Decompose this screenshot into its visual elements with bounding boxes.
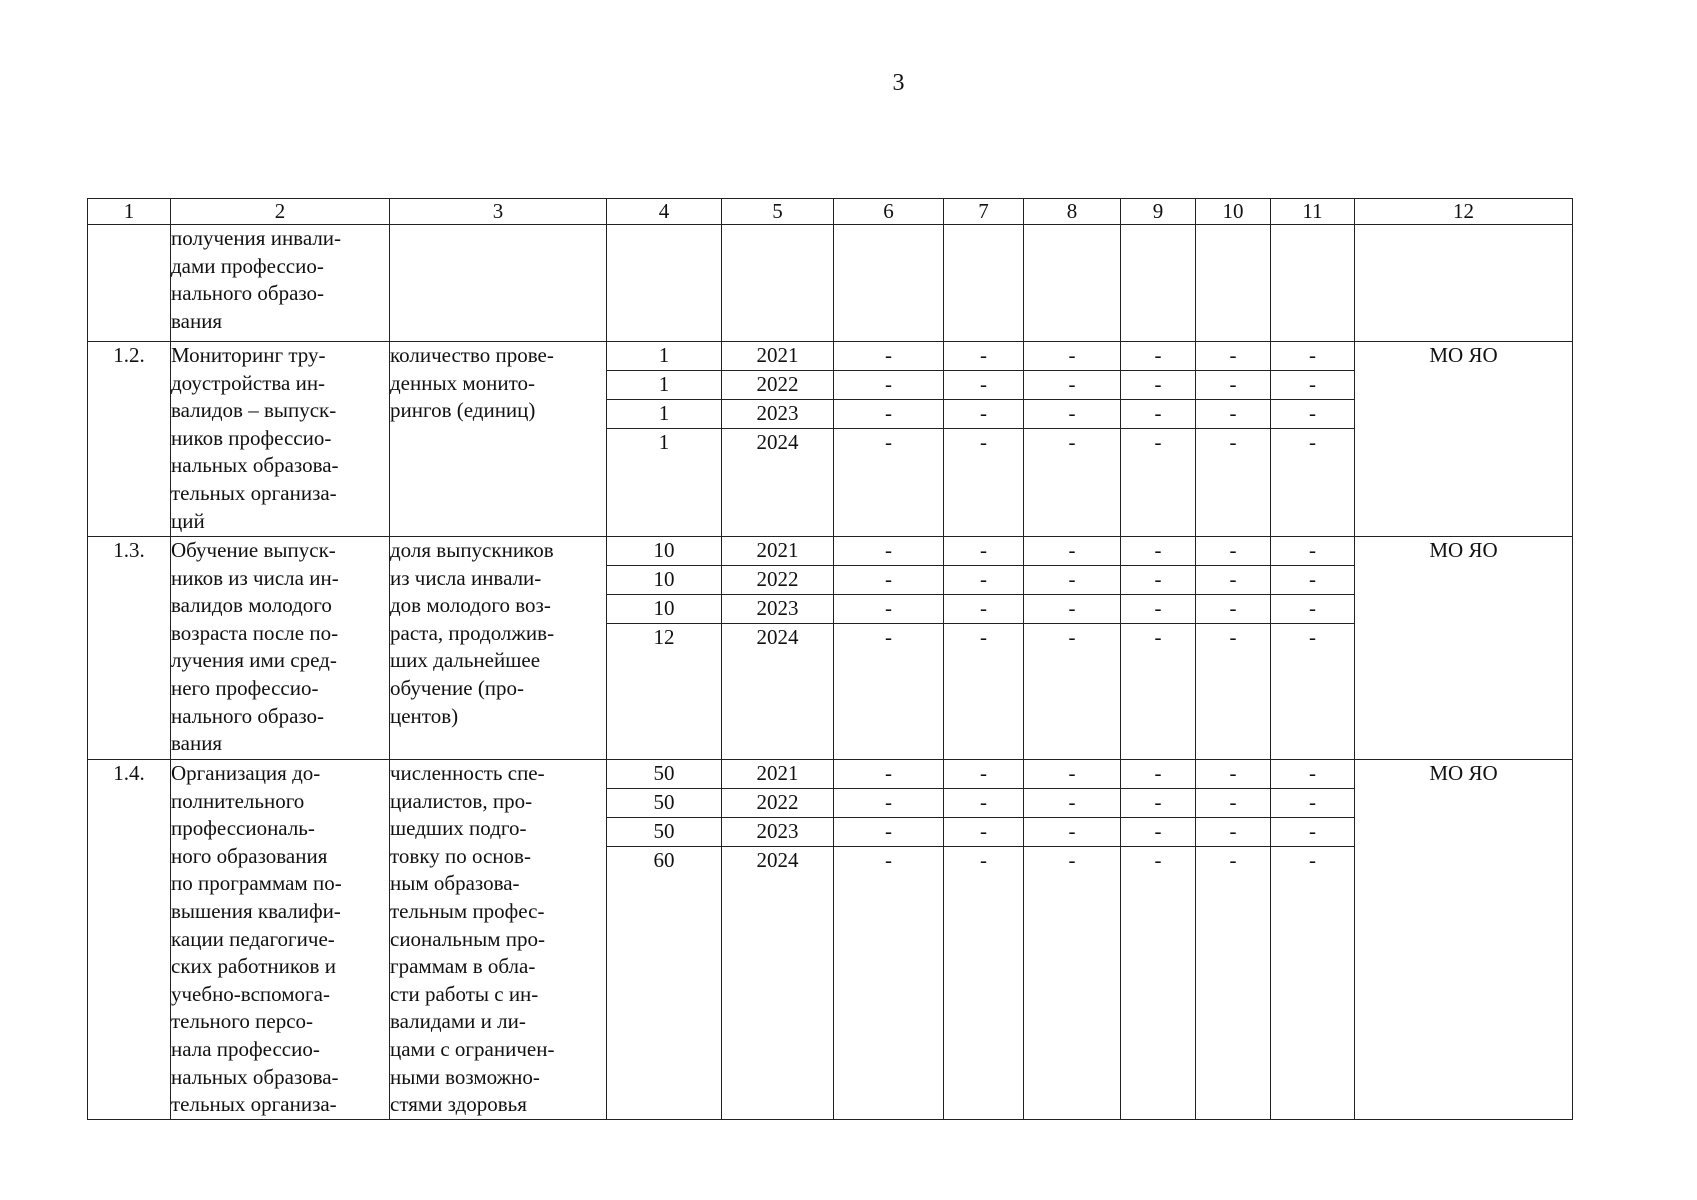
sub-row [834, 400, 943, 429]
responsible-org: МО ЯО [1355, 760, 1573, 1120]
col9-value: - [1121, 537, 1195, 566]
sub-row [1121, 760, 1195, 789]
col9-value-column-cell [1121, 342, 1196, 537]
sub-row [1271, 400, 1354, 429]
col6-value: - [885, 848, 892, 872]
sub-row [1196, 342, 1270, 371]
col11-value: - [1309, 848, 1316, 872]
sub-row [944, 818, 1023, 847]
sub-row [607, 429, 721, 458]
col11-value-list [1271, 760, 1354, 875]
year: 2021 [722, 342, 833, 371]
col10-value: - [1196, 537, 1270, 566]
col7-value: - [980, 430, 987, 454]
target-value: 1 [607, 371, 721, 400]
col10-value-column-cell [1196, 760, 1271, 1120]
col10-value: - [1196, 371, 1270, 400]
col9-value: - [1154, 848, 1162, 872]
col6-value-column-cell [834, 760, 944, 1120]
col8-value: - [1068, 430, 1076, 454]
continuation-num-cell [88, 225, 171, 342]
sub-row [1024, 371, 1120, 400]
col6-value: - [834, 789, 943, 818]
year-column-cell [722, 342, 834, 537]
col7-value: - [944, 342, 1023, 371]
col9-value: - [1121, 342, 1195, 371]
col10-value-list [1196, 760, 1270, 875]
sub-row [1121, 818, 1195, 847]
year: 2024 [756, 430, 799, 454]
sub-row [1196, 760, 1270, 789]
sub-row [722, 342, 833, 371]
header-col-10: 10 [1196, 199, 1271, 225]
continuation-activity: получения инвали- дами профессио- нального образо- вания [171, 225, 390, 342]
sub-row [1196, 595, 1270, 624]
col11-value: - [1271, 760, 1354, 789]
target-value: 1 [607, 342, 721, 371]
col7-value-list [944, 537, 1023, 652]
col11-value: - [1271, 342, 1354, 371]
sub-row [944, 566, 1023, 595]
empty-cell [607, 225, 722, 342]
sub-row [834, 760, 943, 789]
sub-row [944, 789, 1023, 818]
sub-row [607, 400, 721, 429]
sub-row [944, 595, 1023, 624]
col10-value: - [1196, 760, 1270, 789]
col9-value: - [1121, 760, 1195, 789]
sub-row [607, 342, 721, 371]
sub-row [1271, 847, 1354, 876]
col9-value-list [1121, 342, 1195, 457]
col7-value: - [944, 595, 1023, 624]
col8-value-column-cell [1024, 760, 1121, 1120]
target-value-list [607, 537, 721, 652]
col9-value: - [1121, 371, 1195, 400]
col6-value: - [885, 430, 892, 454]
sub-row [1121, 847, 1195, 876]
target-value: 60 [653, 848, 675, 872]
empty-cell [1121, 225, 1196, 342]
col9-value: - [1154, 430, 1162, 454]
col10-value-column-cell [1196, 342, 1271, 537]
sub-row [944, 537, 1023, 566]
sub-row [944, 429, 1023, 458]
year-column-cell [722, 537, 834, 760]
col6-value: - [834, 595, 943, 624]
sub-row [944, 847, 1023, 876]
header-col-2: 2 [171, 199, 390, 225]
sub-row [1024, 429, 1120, 458]
sub-row [1271, 818, 1354, 847]
sub-row [1271, 789, 1354, 818]
year: 2024 [756, 625, 799, 649]
sub-row [1271, 624, 1354, 653]
sub-row [1196, 566, 1270, 595]
sub-row [1196, 371, 1270, 400]
target-value: 10 [607, 595, 721, 624]
empty-cell [722, 225, 834, 342]
col9-value: - [1121, 566, 1195, 595]
sub-row [607, 537, 721, 566]
header-row [88, 199, 1573, 225]
sub-row [722, 847, 833, 876]
table-row [88, 760, 1573, 1120]
header-col-5: 5 [722, 199, 834, 225]
sub-row [722, 760, 833, 789]
col8-value: - [1024, 760, 1120, 789]
col6-value: - [834, 400, 943, 429]
sub-row [944, 400, 1023, 429]
header-col-4: 4 [607, 199, 722, 225]
sub-row [1121, 429, 1195, 458]
sub-row [1121, 789, 1195, 818]
year-column-cell [722, 760, 834, 1120]
sub-row [1121, 624, 1195, 653]
col6-value-list [834, 760, 943, 875]
row-number: 1.3. [88, 537, 171, 760]
sub-row [722, 789, 833, 818]
sub-row [607, 760, 721, 789]
header-col-12: 12 [1355, 199, 1573, 225]
col6-value: - [885, 625, 892, 649]
col9-value-column-cell [1121, 760, 1196, 1120]
table-row [88, 537, 1573, 760]
col8-value: - [1068, 848, 1076, 872]
col7-value: - [980, 625, 987, 649]
col9-value: - [1121, 595, 1195, 624]
header-col-9: 9 [1121, 199, 1196, 225]
sub-row [1271, 566, 1354, 595]
sub-row [1271, 595, 1354, 624]
col11-value: - [1271, 566, 1354, 595]
sub-row [1024, 760, 1120, 789]
col8-value: - [1024, 342, 1120, 371]
col11-value-column-cell [1271, 760, 1355, 1120]
col7-value: - [944, 818, 1023, 847]
col7-value-column-cell [944, 537, 1024, 760]
col8-value: - [1024, 371, 1120, 400]
sub-row [1196, 789, 1270, 818]
col8-value-list [1024, 342, 1120, 457]
target-value: 50 [607, 760, 721, 789]
col10-value: - [1196, 789, 1270, 818]
sub-row [834, 595, 943, 624]
sub-row [1196, 818, 1270, 847]
col9-value: - [1121, 818, 1195, 847]
col10-value: - [1229, 625, 1237, 649]
year-list [722, 760, 833, 875]
col11-value-list [1271, 537, 1354, 652]
col10-value: - [1196, 342, 1270, 371]
year: 2022 [722, 789, 833, 818]
indicator-text: доля выпускников из числа инвали- дов молодого воз- раста, продолжив- ших дальнейшее обучение (про- центов) [390, 537, 607, 760]
col10-value: - [1196, 818, 1270, 847]
sub-row [722, 429, 833, 458]
year: 2023 [722, 595, 833, 624]
target-value: 1 [658, 430, 670, 454]
header-col-8: 8 [1024, 199, 1121, 225]
col11-value: - [1271, 789, 1354, 818]
year: 2022 [722, 371, 833, 400]
target-value-column-cell [607, 342, 722, 537]
sub-row [607, 371, 721, 400]
col6-value-column-cell [834, 537, 944, 760]
col6-value: - [834, 537, 943, 566]
col11-value: - [1271, 595, 1354, 624]
sub-row [1121, 400, 1195, 429]
sub-row [1121, 342, 1195, 371]
col11-value-list [1271, 342, 1354, 457]
sub-row [607, 818, 721, 847]
page-number: 3 [892, 70, 905, 96]
sub-row [834, 537, 943, 566]
sub-row [1024, 818, 1120, 847]
header-col-7: 7 [944, 199, 1024, 225]
col7-value: - [944, 566, 1023, 595]
sub-row [722, 595, 833, 624]
program-table [87, 198, 1573, 1120]
col8-value-list [1024, 760, 1120, 875]
col8-value: - [1024, 789, 1120, 818]
sub-row [1121, 595, 1195, 624]
sub-row [834, 789, 943, 818]
sub-row [1121, 566, 1195, 595]
sub-row [834, 818, 943, 847]
col9-value: - [1154, 625, 1162, 649]
sub-row [1196, 847, 1270, 876]
col6-value: - [834, 342, 943, 371]
col7-value-column-cell [944, 342, 1024, 537]
year: 2023 [722, 818, 833, 847]
sub-row [834, 847, 943, 876]
col11-value: - [1271, 818, 1354, 847]
sub-row [722, 400, 833, 429]
col7-value: - [944, 371, 1023, 400]
empty-cell [944, 225, 1024, 342]
year-list [722, 342, 833, 457]
empty-cell [834, 225, 944, 342]
activity-text: Организация до- полнительного профессиональ- ного образования по программам по- вышения квалифи- кации педагогиче- ских работников и учебно-вспомога- тельного персо- нала профессио- нальных образова- тельных организа- [171, 760, 390, 1120]
sub-row [1271, 429, 1354, 458]
sub-row [1121, 537, 1195, 566]
year: 2021 [722, 537, 833, 566]
col8-value: - [1024, 400, 1120, 429]
year: 2022 [722, 566, 833, 595]
col8-value-column-cell [1024, 342, 1121, 537]
col8-value-column-cell [1024, 537, 1121, 760]
year: 2023 [722, 400, 833, 429]
sub-row [944, 760, 1023, 789]
empty-cell [1196, 225, 1271, 342]
sub-row [834, 429, 943, 458]
col10-value: - [1196, 595, 1270, 624]
sub-row [1271, 342, 1354, 371]
col10-value-list [1196, 342, 1270, 457]
sub-row [722, 566, 833, 595]
sub-row [1024, 847, 1120, 876]
col7-value: - [944, 400, 1023, 429]
target-value: 12 [653, 625, 675, 649]
col9-value-column-cell [1121, 537, 1196, 760]
sub-row [1024, 624, 1120, 653]
target-value-list [607, 760, 721, 875]
sub-row [944, 624, 1023, 653]
col9-value: - [1121, 789, 1195, 818]
header-col-11: 11 [1271, 199, 1355, 225]
sub-row [722, 818, 833, 847]
responsible-org: МО ЯО [1355, 537, 1573, 760]
sub-row [1024, 595, 1120, 624]
col7-value: - [980, 848, 987, 872]
empty-cell [390, 225, 607, 342]
header-col-3: 3 [390, 199, 607, 225]
sub-row [1196, 624, 1270, 653]
col9-value: - [1121, 400, 1195, 429]
target-value-column-cell [607, 537, 722, 760]
col10-value: - [1196, 400, 1270, 429]
sub-row [1196, 400, 1270, 429]
empty-cell [1024, 225, 1121, 342]
col9-value-list [1121, 760, 1195, 875]
col11-value: - [1309, 625, 1316, 649]
sub-row [607, 595, 721, 624]
col10-value-list [1196, 537, 1270, 652]
year: 2024 [756, 848, 799, 872]
table-row [88, 342, 1573, 537]
sub-row [1024, 342, 1120, 371]
sub-row [1271, 760, 1354, 789]
sub-row [1196, 429, 1270, 458]
target-value: 50 [607, 789, 721, 818]
row-number: 1.4. [88, 760, 171, 1120]
sub-row [944, 371, 1023, 400]
indicator-text: количество прове- денных монито- рингов (единиц) [390, 342, 607, 537]
continuation-row [88, 225, 1573, 342]
col10-value: - [1196, 566, 1270, 595]
col11-value: - [1271, 371, 1354, 400]
col9-value-list [1121, 537, 1195, 652]
col11-value-column-cell [1271, 342, 1355, 537]
sub-row [607, 789, 721, 818]
col6-value: - [834, 760, 943, 789]
sub-row [607, 566, 721, 595]
sub-row [1024, 400, 1120, 429]
col11-value-column-cell [1271, 537, 1355, 760]
sub-row [1024, 537, 1120, 566]
target-value: 10 [607, 566, 721, 595]
col11-value: - [1271, 400, 1354, 429]
header-col-1: 1 [88, 199, 171, 225]
col8-value: - [1024, 595, 1120, 624]
sub-row [607, 624, 721, 653]
col8-value: - [1068, 625, 1076, 649]
col7-value-list [944, 342, 1023, 457]
year: 2021 [722, 760, 833, 789]
target-value-column-cell [607, 760, 722, 1120]
col7-value: - [944, 760, 1023, 789]
target-value-list [607, 342, 721, 457]
col7-value-list [944, 760, 1023, 875]
sub-row [1024, 789, 1120, 818]
col6-value-list [834, 342, 943, 457]
sub-row [1024, 566, 1120, 595]
indicator-text: численность спе- циалистов, про- шедших подго- товку по основ- ным образова- тельным профес- сиональным про- граммам в обла- сти работы с ин- валидами и ли- цами с ограничен- ными возможно- стями здоровья [390, 760, 607, 1120]
col6-value-list [834, 537, 943, 652]
sub-row [834, 624, 943, 653]
empty-cell [1355, 225, 1573, 342]
col6-value: - [834, 371, 943, 400]
activity-text: Мониторинг тру- доустройства ин- валидов – выпуск- ников профессио- нальных образова- тельных организа- ций [171, 342, 390, 537]
sub-row [834, 566, 943, 595]
col11-value: - [1271, 537, 1354, 566]
sub-row [1196, 537, 1270, 566]
target-value: 1 [607, 400, 721, 429]
year-list [722, 537, 833, 652]
col7-value-column-cell [944, 760, 1024, 1120]
row-number: 1.2. [88, 342, 171, 537]
col8-value: - [1024, 537, 1120, 566]
col8-value: - [1024, 566, 1120, 595]
empty-cell [1271, 225, 1355, 342]
sub-row [834, 342, 943, 371]
sub-row [607, 847, 721, 876]
col10-value-column-cell [1196, 537, 1271, 760]
activity-text: Обучение выпуск- ников из числа ин- валидов молодого возраста после по- лучения ими сред- него профессио- нального образо- вания [171, 537, 390, 760]
col6-value: - [834, 818, 943, 847]
sub-row [944, 342, 1023, 371]
header-col-6: 6 [834, 199, 944, 225]
col10-value: - [1229, 848, 1237, 872]
sub-row [1271, 537, 1354, 566]
sub-row [1271, 371, 1354, 400]
sub-row [722, 371, 833, 400]
sub-row [722, 537, 833, 566]
col8-value: - [1024, 818, 1120, 847]
col7-value: - [944, 789, 1023, 818]
col6-value-column-cell [834, 342, 944, 537]
target-value: 50 [607, 818, 721, 847]
responsible-org: МО ЯО [1355, 342, 1573, 537]
sub-row [1121, 371, 1195, 400]
sub-row [722, 624, 833, 653]
target-value: 10 [607, 537, 721, 566]
col8-value-list [1024, 537, 1120, 652]
col11-value: - [1309, 430, 1316, 454]
sub-row [834, 371, 943, 400]
col10-value: - [1229, 430, 1237, 454]
col6-value: - [834, 566, 943, 595]
col7-value: - [944, 537, 1023, 566]
